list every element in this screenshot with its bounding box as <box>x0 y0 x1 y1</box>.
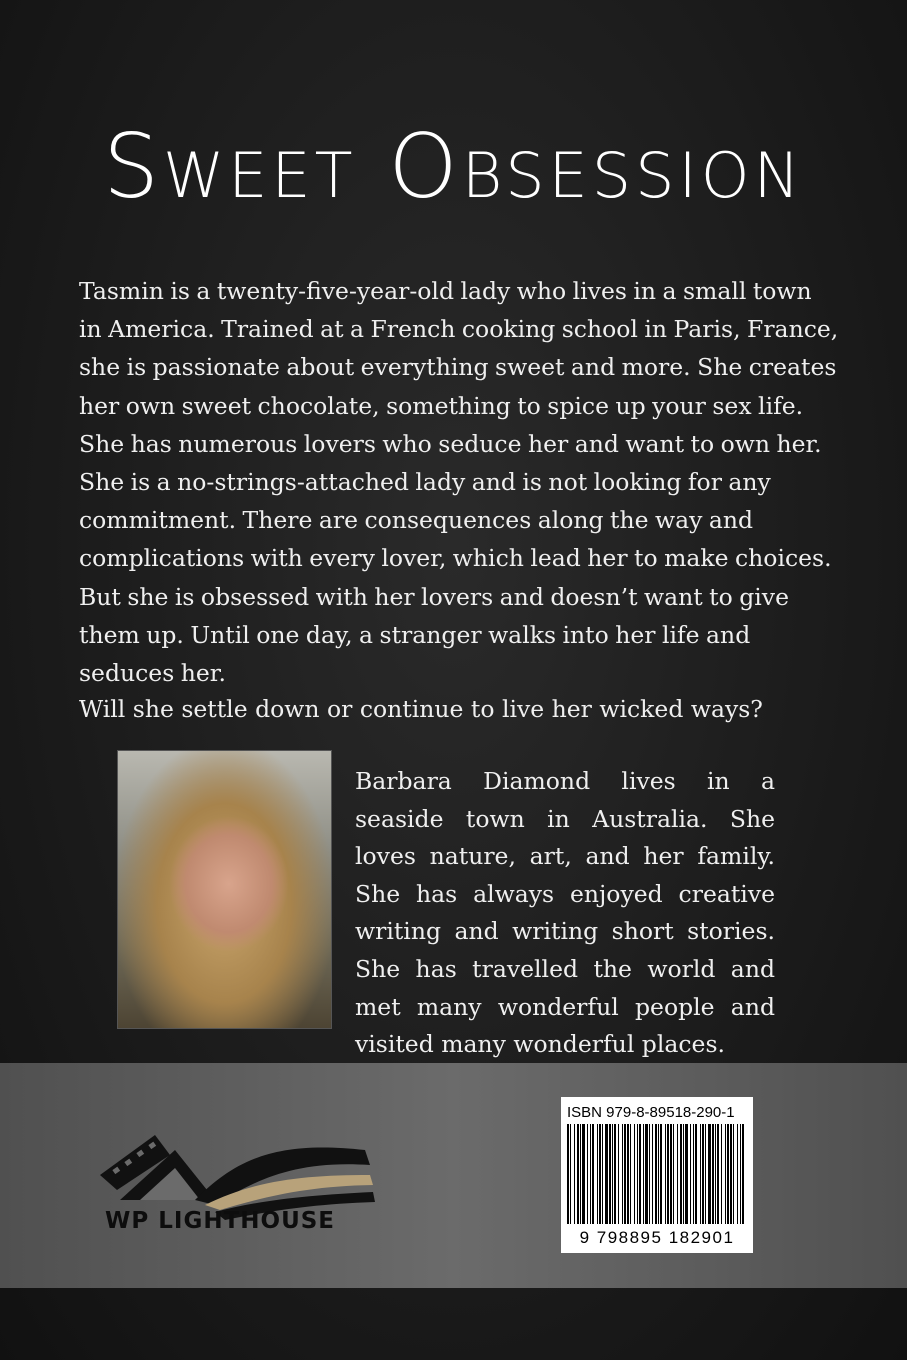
book-title: Sweet Obsession <box>103 115 804 218</box>
book-blurb: Tasmin is a twenty-five-year-old lady who lives in a small town in America. Trained at a French cooking school in Paris, France, she is passionate about everything sweet and more. She creates her own sweet chocolate, something to spice up your sex life. She has numerous lovers who seduce her and want to own her. She is a no-strings-attached lady and is not looking for any commitment. There are consequences along the way and complications with every lover, which lead her to make choices. But she is obsessed with her lovers and doesn’t want to give them up. Until one day, a stranger walks into her life and seduces her. <box>79 277 839 688</box>
publisher-name: WP LIGHTHOUSE <box>105 1208 336 1234</box>
ean-digits: 9 798895 182901 <box>579 1228 735 1247</box>
teaser-question: Will she settle down or continue to live her wicked ways? <box>79 695 763 723</box>
isbn-label: ISBN 979-8-89518-290-1 <box>567 1104 735 1121</box>
author-photo <box>117 750 332 1029</box>
barcode <box>565 1124 749 1228</box>
author-bio: Barbara Diamond lives in a seaside town in Australia. She loves nature, art, and her family. She has always enjoyed creative writing and writing short stories. She has travelled the world and met many wonderful people and visited many wonderful places. <box>355 767 775 1059</box>
